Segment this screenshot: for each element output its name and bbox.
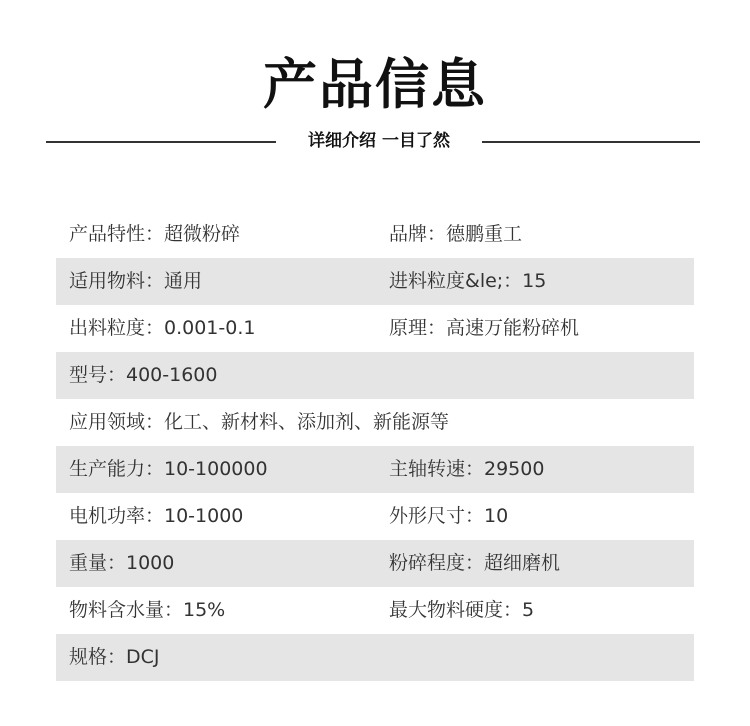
spec-row: [56, 540, 694, 587]
spec-cell: 粉碎程度：超细磨机: [389, 552, 561, 574]
spec-row: [56, 446, 694, 493]
spec-row: [56, 634, 694, 681]
spec-cell: 出料粒度：0.001-0.1: [69, 317, 256, 339]
spec-cell: 产品特性：超微粉碎: [69, 223, 241, 245]
spec-cell: 电机功率：10-1000: [69, 505, 244, 527]
spec-cell: 规格：DCJ: [69, 646, 160, 668]
spec-cell: 适用物料：通用: [69, 270, 203, 292]
spec-row: [56, 211, 694, 258]
spec-cell: 生产能力：10-100000: [69, 458, 268, 480]
spec-row: [56, 587, 694, 634]
spec-cell: 主轴转速：29500: [389, 458, 545, 480]
spec-row: [56, 399, 694, 446]
spec-cell: 外形尺寸：10: [389, 505, 509, 527]
divider-left: [46, 141, 276, 143]
spec-row: [56, 352, 694, 399]
spec-cell: 型号：400-1600: [69, 364, 218, 386]
spec-row: [56, 305, 694, 352]
spec-cell: 最大物料硬度：5: [389, 599, 535, 621]
subtitle: 详细介绍 一目了然: [308, 131, 450, 151]
spec-cell: 原理：高速万能粉碎机: [389, 317, 580, 339]
spec-cell: 重量：1000: [69, 552, 175, 574]
spec-cell: 应用领域：化工、新材料、添加剂、新能源等: [69, 411, 450, 433]
page-title: 产品信息: [263, 53, 487, 116]
spec-cell: 进料粒度&le;：15: [389, 270, 547, 292]
divider-right: [482, 141, 700, 143]
spec-row: [56, 493, 694, 540]
spec-row: [56, 258, 694, 305]
spec-table: [56, 211, 694, 681]
subtitle-row: [46, 129, 700, 153]
spec-cell: 品牌：德鹏重工: [389, 223, 523, 245]
spec-cell: 物料含水量：15%: [69, 599, 226, 621]
